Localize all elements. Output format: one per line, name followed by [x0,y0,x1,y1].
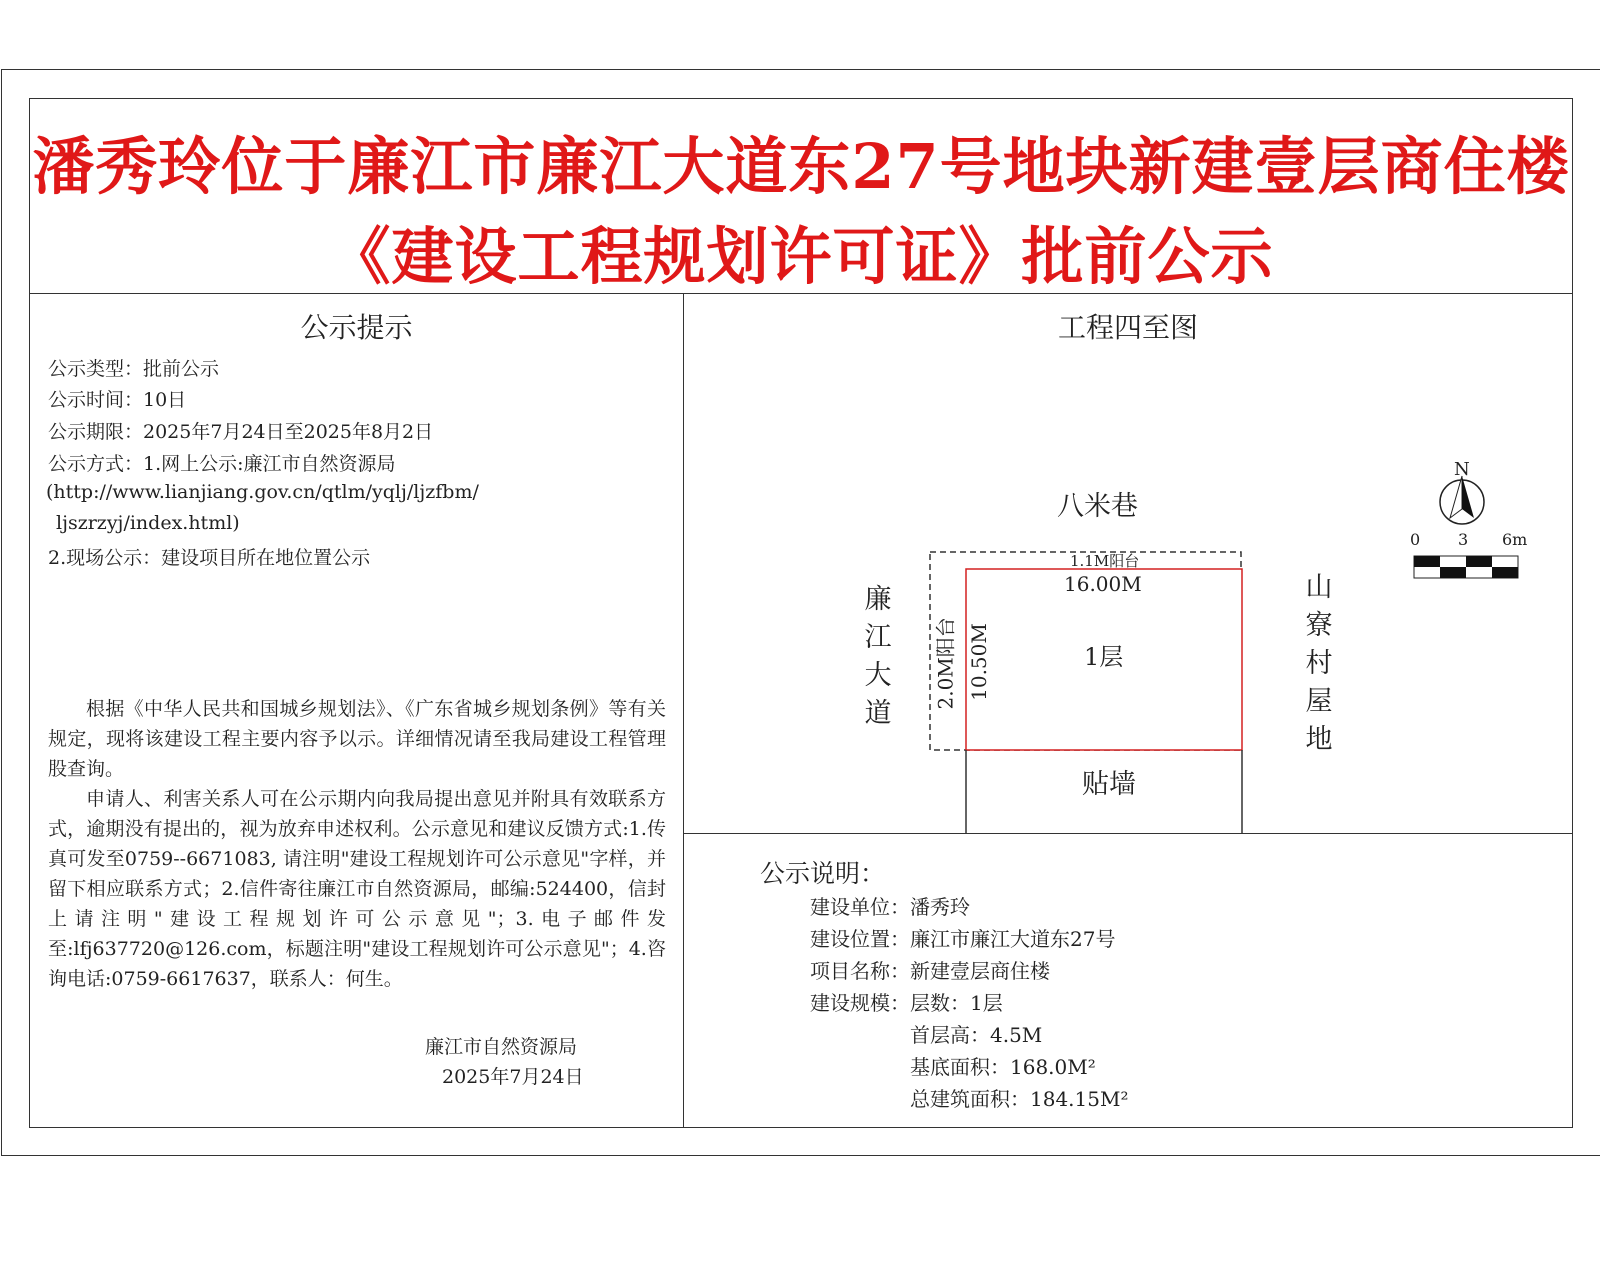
issuer: 廉江市自然资源局 [425,1036,578,1058]
compass-n-label: N [1454,459,1470,480]
desc-row-scale [810,987,1003,1016]
west-char: 江 [864,622,892,653]
east-char: 山 [1305,572,1333,603]
width-dimension: 16.00M [1064,572,1142,596]
floor-count-label: 1层 [1084,643,1124,671]
desc-base-area: 基底面积：168.0M² [910,1055,1096,1079]
depth-dimension: 10.50M [967,623,991,701]
north-arrow-icon [1440,476,1484,524]
notice-time: 公示时间：10日 [48,389,187,411]
scale-label-3: 3 [1458,530,1469,549]
desc-row-location [810,923,1115,952]
scale-label-0: 0 [1410,530,1421,549]
west-char: 廉 [864,584,892,615]
notice-period: 公示期限：2025年7月24日至2025年8月2日 [48,421,434,443]
east-boundary-label [1304,569,1334,759]
title-area [30,99,1572,294]
notice-url-line1: (http://www.lianjiang.gov.cn/qtlm/yqlj/ljzfbm/ [46,481,479,503]
desc-value: 廉江市廉江大道东27号 [910,927,1116,951]
notice-heading: 公示提示 [300,311,413,344]
desc-floor-height: 首层高：4.5M [910,1023,1043,1047]
site-map-panel [684,294,1572,834]
east-char: 寮 [1305,610,1333,641]
title-line-1: 潘秀玲位于廉江市廉江大道东27号地块新建壹层商住楼 [32,130,1570,203]
legal-basis-paragraph: 根据《中华人民共和国城乡规划法》、《广东省城乡规划条例》等有关规定，现将该建设工程主要内容予以示。详细情况请至我局建设工程管理股查询。 [48,698,666,780]
title-line-2: 《建设工程规划许可证》批前公示 [328,220,1274,293]
desc-label: 建设单位： [810,895,910,919]
desc-total-area: 总建筑面积：184.15M² [910,1087,1129,1111]
balcony-top-label: 1.1M阳台 [1070,552,1140,570]
description-panel [684,834,1572,1127]
desc-label: 建设位置： [810,927,910,951]
notice-type: 公示类型：批前公示 [48,358,220,380]
west-boundary-label [863,581,893,733]
desc-row-project [810,955,1050,984]
south-boundary-label: 贴墙 [1082,769,1136,800]
desc-value: 新建壹层商住楼 [910,959,1050,983]
notice-panel [30,294,684,1127]
east-char: 屋 [1305,686,1333,717]
scale-label-6m: 6m [1502,530,1528,549]
issue-date: 2025年7月24日 [442,1066,584,1088]
balcony-side-label: 2.0M阳台 [933,617,958,710]
desc-label: 项目名称： [810,959,910,983]
notice-board [29,98,1573,1128]
desc-label: 建设规模： [810,991,910,1015]
description-heading: 公示说明： [760,859,886,888]
notice-url-line2: ljszrzyj/index.html) [56,512,240,534]
west-char: 道 [864,698,892,729]
north-boundary-label: 八米巷 [1057,491,1138,522]
desc-value: 层数：1层 [910,991,1003,1015]
desc-row-unit [810,891,970,920]
notice-method: 公示方式：1.网上公示:廉江市自然资源局 [48,453,396,475]
west-char: 大 [864,660,892,691]
east-char: 地 [1305,724,1333,755]
map-heading: 工程四至图 [1057,311,1198,344]
east-char: 村 [1305,648,1333,679]
feedback-paragraph: 申请人、利害关系人可在公示期内向我局提出意见并附具有效联系方式，逾期没有提出的，视为放弃申述权利。公示意见和建议反馈方式:1.传真可发至0759--6671083, 请注明"建设工程规划许可公示意见"字样，并留下相应联系方式；2.信件寄往廉江市自然资源局，邮编:524400，信封上请注明"建设工程规划许可公示意见"；3.电子邮件发至:lfj637720@126.com，标题注明"建设工程规划许可公示意见"；4.咨询电话:0759-6617637，联系人：何生。 [48,788,666,990]
notice-onsite: 2.现场公示：建设项目所在地位置公示 [48,547,371,569]
scale-bar [1414,556,1518,578]
desc-value: 潘秀玲 [910,895,970,919]
